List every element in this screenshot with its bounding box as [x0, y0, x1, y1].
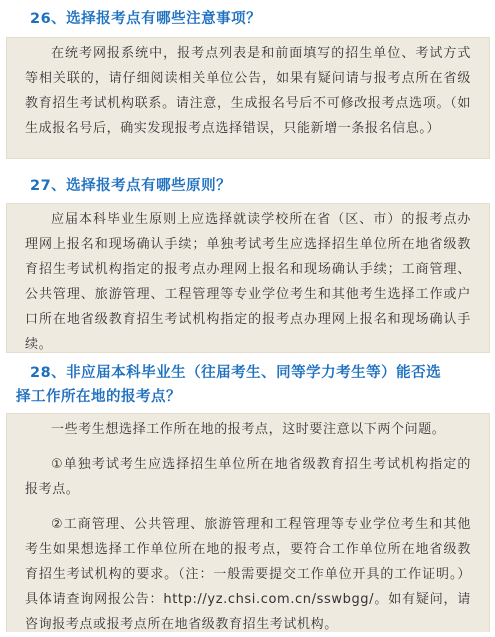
answer-26-text: 在统考网报系统中，报考点列表是和前面填写的招生单位、考试方式等相关联的，请仔细阅读相关单位公告，如果有疑问请与报考点所在省级教育招生考试机构联系。请注意，生成报名号后不可修改报考点选项。（如生成报名号后，确实发现报考点选择错误，只能新增一条报名信息。）: [25, 46, 471, 136]
question-28-title-line2: 择工作所在地的报考点？: [16, 389, 181, 405]
answer-28-point-2: ②工商管理、公共管理、旅游管理和工程管理等专业学位考生和其他考生如果想选择工作单位所在地的报考点，要符合工作单位所在地省级教育招生考试机构的要求。（注：一般需要提交工作单位开具的工作证明。）具体请查询网报公告：http://yz.chsi.com.cn/sswbgg/。如有疑问，请咨询报考点或报考点所在地省级教育招生考试机构。: [25, 517, 471, 632]
answer-28-box: [6, 413, 490, 632]
answer-28-point-1: ①单独考试考生应选择招生单位所在地省级教育招生考试机构指定的报考点。: [25, 457, 471, 497]
question-27-title: 27、选择报考点有哪些原则？: [30, 178, 232, 194]
answer-27-text: 应届本科毕业生原则上应选择就读学校所在省（区、市）的报考点办理网上报名和现场确认手续；单独考试考生应选择招生单位所在地省级教育招生考试机构指定的报考点办理网上报名和现场确认手续；工商管理、公共管理、旅游管理、工程管理等专业学位考生和其他考生选择工作或户口所在地省级教育招生考试机构指定的报考点办理网上报名和现场确认手续。: [25, 212, 471, 352]
answer-28-intro: 一些考生想选择工作所在地的报考点，这时要注意以下两个问题。: [51, 422, 446, 437]
question-26-title: 26、选择报考点有哪些注意事项？: [30, 11, 262, 27]
question-28-title-line1: 28、非应届本科毕业生（往届考生、同等学力考生等）能否选: [30, 365, 442, 381]
answer-26-box: [6, 37, 490, 159]
answer-27-box: [6, 203, 490, 353]
